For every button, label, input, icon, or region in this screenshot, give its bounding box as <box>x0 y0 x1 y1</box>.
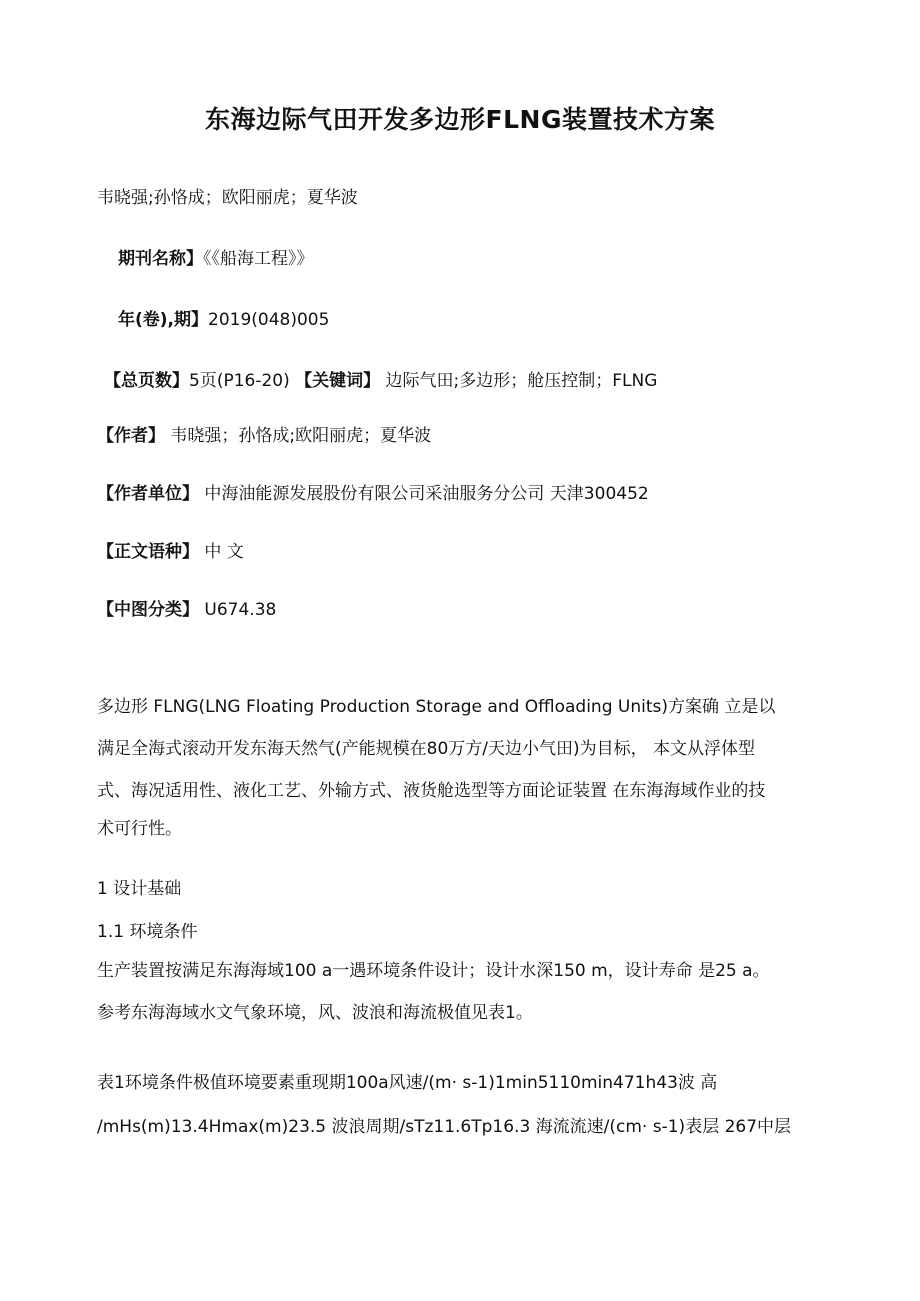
keywords-value: 边际气田;多边形；舱压控制；FLNG <box>380 371 658 391</box>
journal-value: 《《船海工程》》 <box>203 249 314 269</box>
authors-line: 韦晓强;孙恪成；欧阳丽虎；夏华波 <box>97 188 358 208</box>
author-label: 【作者】 <box>97 426 165 446</box>
section-heading-1-1: 1.1 环境条件 <box>97 922 198 942</box>
abstract-line: 满足全海式滚动开发东海天然气(产能规模在80万方/天边小气田)为目标， 本文从浮体型 <box>97 739 756 759</box>
volume-value: 2019(048)005 <box>208 310 330 330</box>
author-value: 韦晓强；孙恪成;欧阳丽虎；夏华波 <box>165 426 432 446</box>
abstract-paragraph <box>97 686 837 846</box>
language-label: 【正文语种】 <box>97 542 199 562</box>
language-row <box>97 537 244 562</box>
table-line: /mHs(m)13.4Hmax(m)23.5 波浪周期/sTz11.6Tp16.3 海流流速/(cm· s-1)表层 267中层 <box>97 1117 792 1137</box>
volume-label: 年(卷),期】 <box>118 310 208 330</box>
volume-row <box>118 305 329 330</box>
affiliation-label: 【作者单位】 <box>97 484 199 504</box>
author-row <box>97 421 431 446</box>
section-heading-1: 1 设计基础 <box>97 879 182 899</box>
pages-label: 【总页数】 <box>104 371 189 391</box>
table-1-text <box>97 1061 837 1149</box>
environment-line: 参考东海海域水文气象环境，风、波浪和海流极值见表1。 <box>97 1003 533 1023</box>
abstract-line: 术可行性。 <box>97 819 182 839</box>
abstract-line: 多边形 FLNG(LNG Floating Production Storage and Offloading Units)方案确 立是以 <box>97 697 776 717</box>
environment-line: 生产装置按满足东海海域100 a一遇环境条件设计；设计水深150 m，设计寿命 是25 a。 <box>97 961 770 981</box>
classification-row <box>97 595 276 620</box>
affiliation-row <box>97 479 649 504</box>
environment-paragraph <box>97 950 837 1034</box>
classification-label: 【中图分类】 <box>97 600 199 620</box>
language-value: 中 文 <box>199 542 244 562</box>
classification-value: U674.38 <box>199 600 277 620</box>
journal-label: 期刊名称】 <box>118 249 203 269</box>
abstract-line: 式、海况适用性、液化工艺、外输方式、液货舱选型等方面论证装置 在东海海域作业的技 <box>97 781 766 801</box>
table-line: 表1环境条件极值环境要素重现期100a风速/(m· s-1)1min5110min471h43波 高 <box>97 1073 718 1093</box>
journal-row <box>118 244 314 269</box>
affiliation-value: 中海油能源发展股份有限公司采油服务分公司 天津300452 <box>199 484 649 504</box>
pages-value: 5页(P16-20) <box>189 371 296 391</box>
document-title: 东海边际气田开发多边形FLNG装置技术方案 <box>205 105 715 134</box>
pages-keywords-row <box>104 366 657 391</box>
keywords-label: 【关键词】 <box>295 371 381 391</box>
